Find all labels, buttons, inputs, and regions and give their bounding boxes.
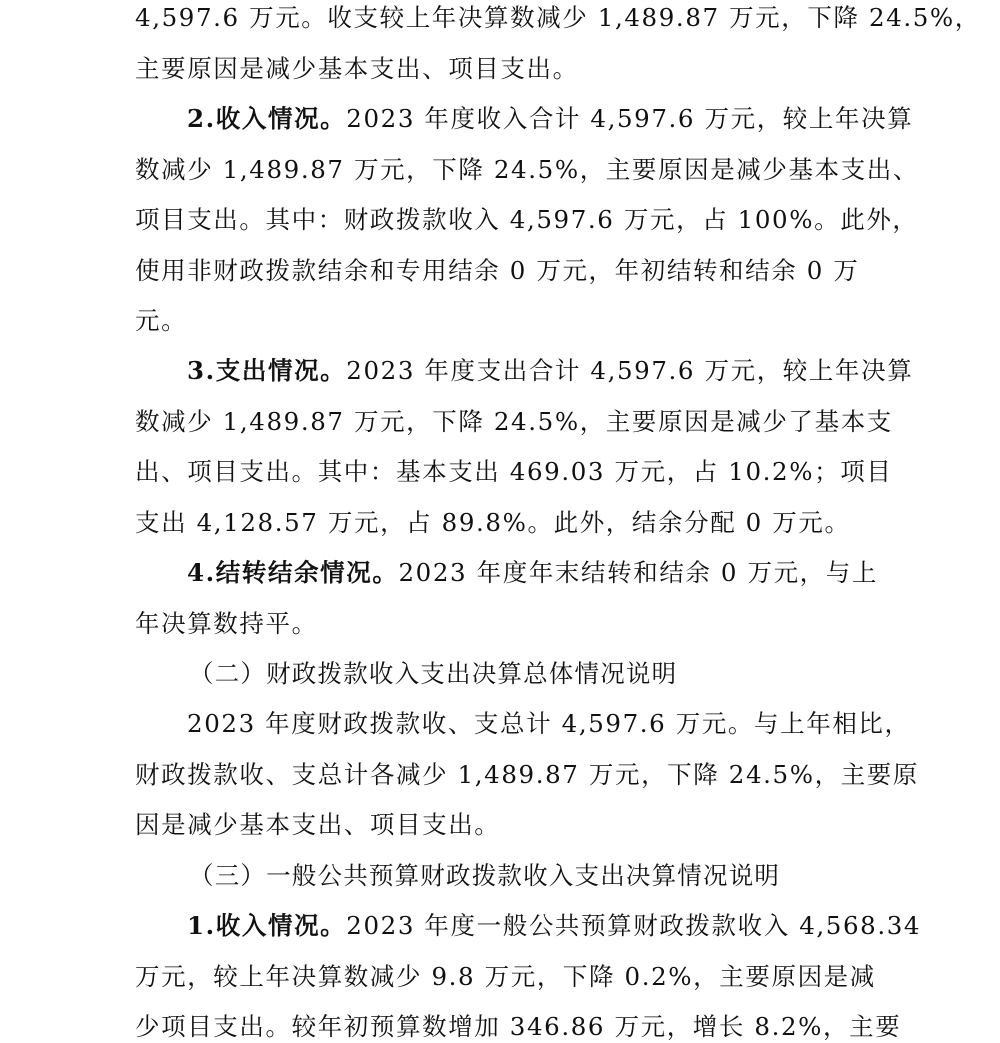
line-text: 2023 年度收入合计 4,597.6 万元，较上年决算	[346, 104, 914, 133]
text-line	[135, 507, 880, 539]
paragraph-heading: 3.支出情况。	[187, 356, 347, 385]
paragraph-first-line	[187, 103, 914, 135]
text-line	[135, 456, 893, 488]
line-text: 使用非财政拨款结余和专用结余 0 万元，年初结转和结余 0 万	[135, 256, 860, 285]
text-line	[135, 1011, 902, 1043]
line-text: 主要原因是减少基本支出、项目支出。	[135, 54, 579, 83]
paragraph-heading: 1.收入情况。	[187, 911, 347, 940]
paragraph-heading: 4.结转结余情况。	[187, 558, 399, 587]
line-text: 因是减少基本支出、项目支出。	[135, 810, 501, 839]
text-line	[135, 608, 880, 640]
paragraph-heading: 2.收入情况。	[187, 104, 347, 133]
line-text: 支出 4,128.57 万元，占 89.8%。此外，结余分配 0 万元。	[135, 508, 851, 537]
paragraph-first-line	[187, 355, 914, 387]
line-text: 2023 年度财政拨款收、支总计 4,597.6 万元。与上年相比，	[187, 709, 911, 738]
paragraph-first-line	[187, 708, 911, 740]
section-heading	[189, 658, 934, 690]
text-line	[135, 809, 880, 841]
section-heading-text: （三）一般公共预算财政拨款收入支出决算情况说明	[189, 861, 781, 890]
text-line	[135, 255, 880, 287]
line-text: 数减少 1,489.87 万元，下降 24.5%，主要原因是减少了基本支	[135, 407, 893, 436]
text-line	[135, 53, 880, 85]
line-text: 项目支出。其中：财政拨款收入 4,597.6 万元，占 100%。此外，	[135, 205, 919, 234]
paragraph-first-line	[187, 910, 922, 942]
line-text: 2023 年度一般公共预算财政拨款收入 4,568.34	[346, 911, 922, 940]
section-heading	[189, 860, 934, 892]
text-line	[135, 154, 919, 186]
paragraph-first-line	[187, 557, 880, 589]
line-text: 2023 年度年末结转和结余 0 万元，与上	[398, 558, 878, 587]
text-line	[135, 961, 880, 993]
line-text: 万元，较上年决算数减少 9.8 万元，下降 0.2%，主要原因是减	[135, 962, 876, 991]
line-text: 少项目支出。较年初预算数增加 346.86 万元，增长 8.2%，主要	[135, 1012, 902, 1041]
text-line	[135, 305, 880, 337]
line-text: 出、项目支出。其中：基本支出 469.03 万元，占 10.2%；项目	[135, 457, 893, 486]
line-text: 财政拨款收、支总计各减少 1,489.87 万元，下降 24.5%，主要原	[135, 760, 919, 789]
text-line	[135, 759, 919, 791]
line-text: 2023 年度支出合计 4,597.6 万元，较上年决算	[346, 356, 914, 385]
line-text: 元。	[135, 306, 188, 335]
line-text: 年决算数持平。	[135, 609, 318, 638]
text-line	[135, 204, 919, 236]
line-text: 数减少 1,489.87 万元，下降 24.5%，主要原因是减少基本支出、	[135, 155, 919, 184]
text-line	[135, 2, 981, 34]
text-line	[135, 406, 893, 438]
line-text: 4,597.6 万元。收支较上年决算数减少 1,489.87 万元，下降 24.5%，	[135, 3, 981, 32]
section-heading-text: （二）财政拨款收入支出决算总体情况说明	[189, 659, 678, 688]
